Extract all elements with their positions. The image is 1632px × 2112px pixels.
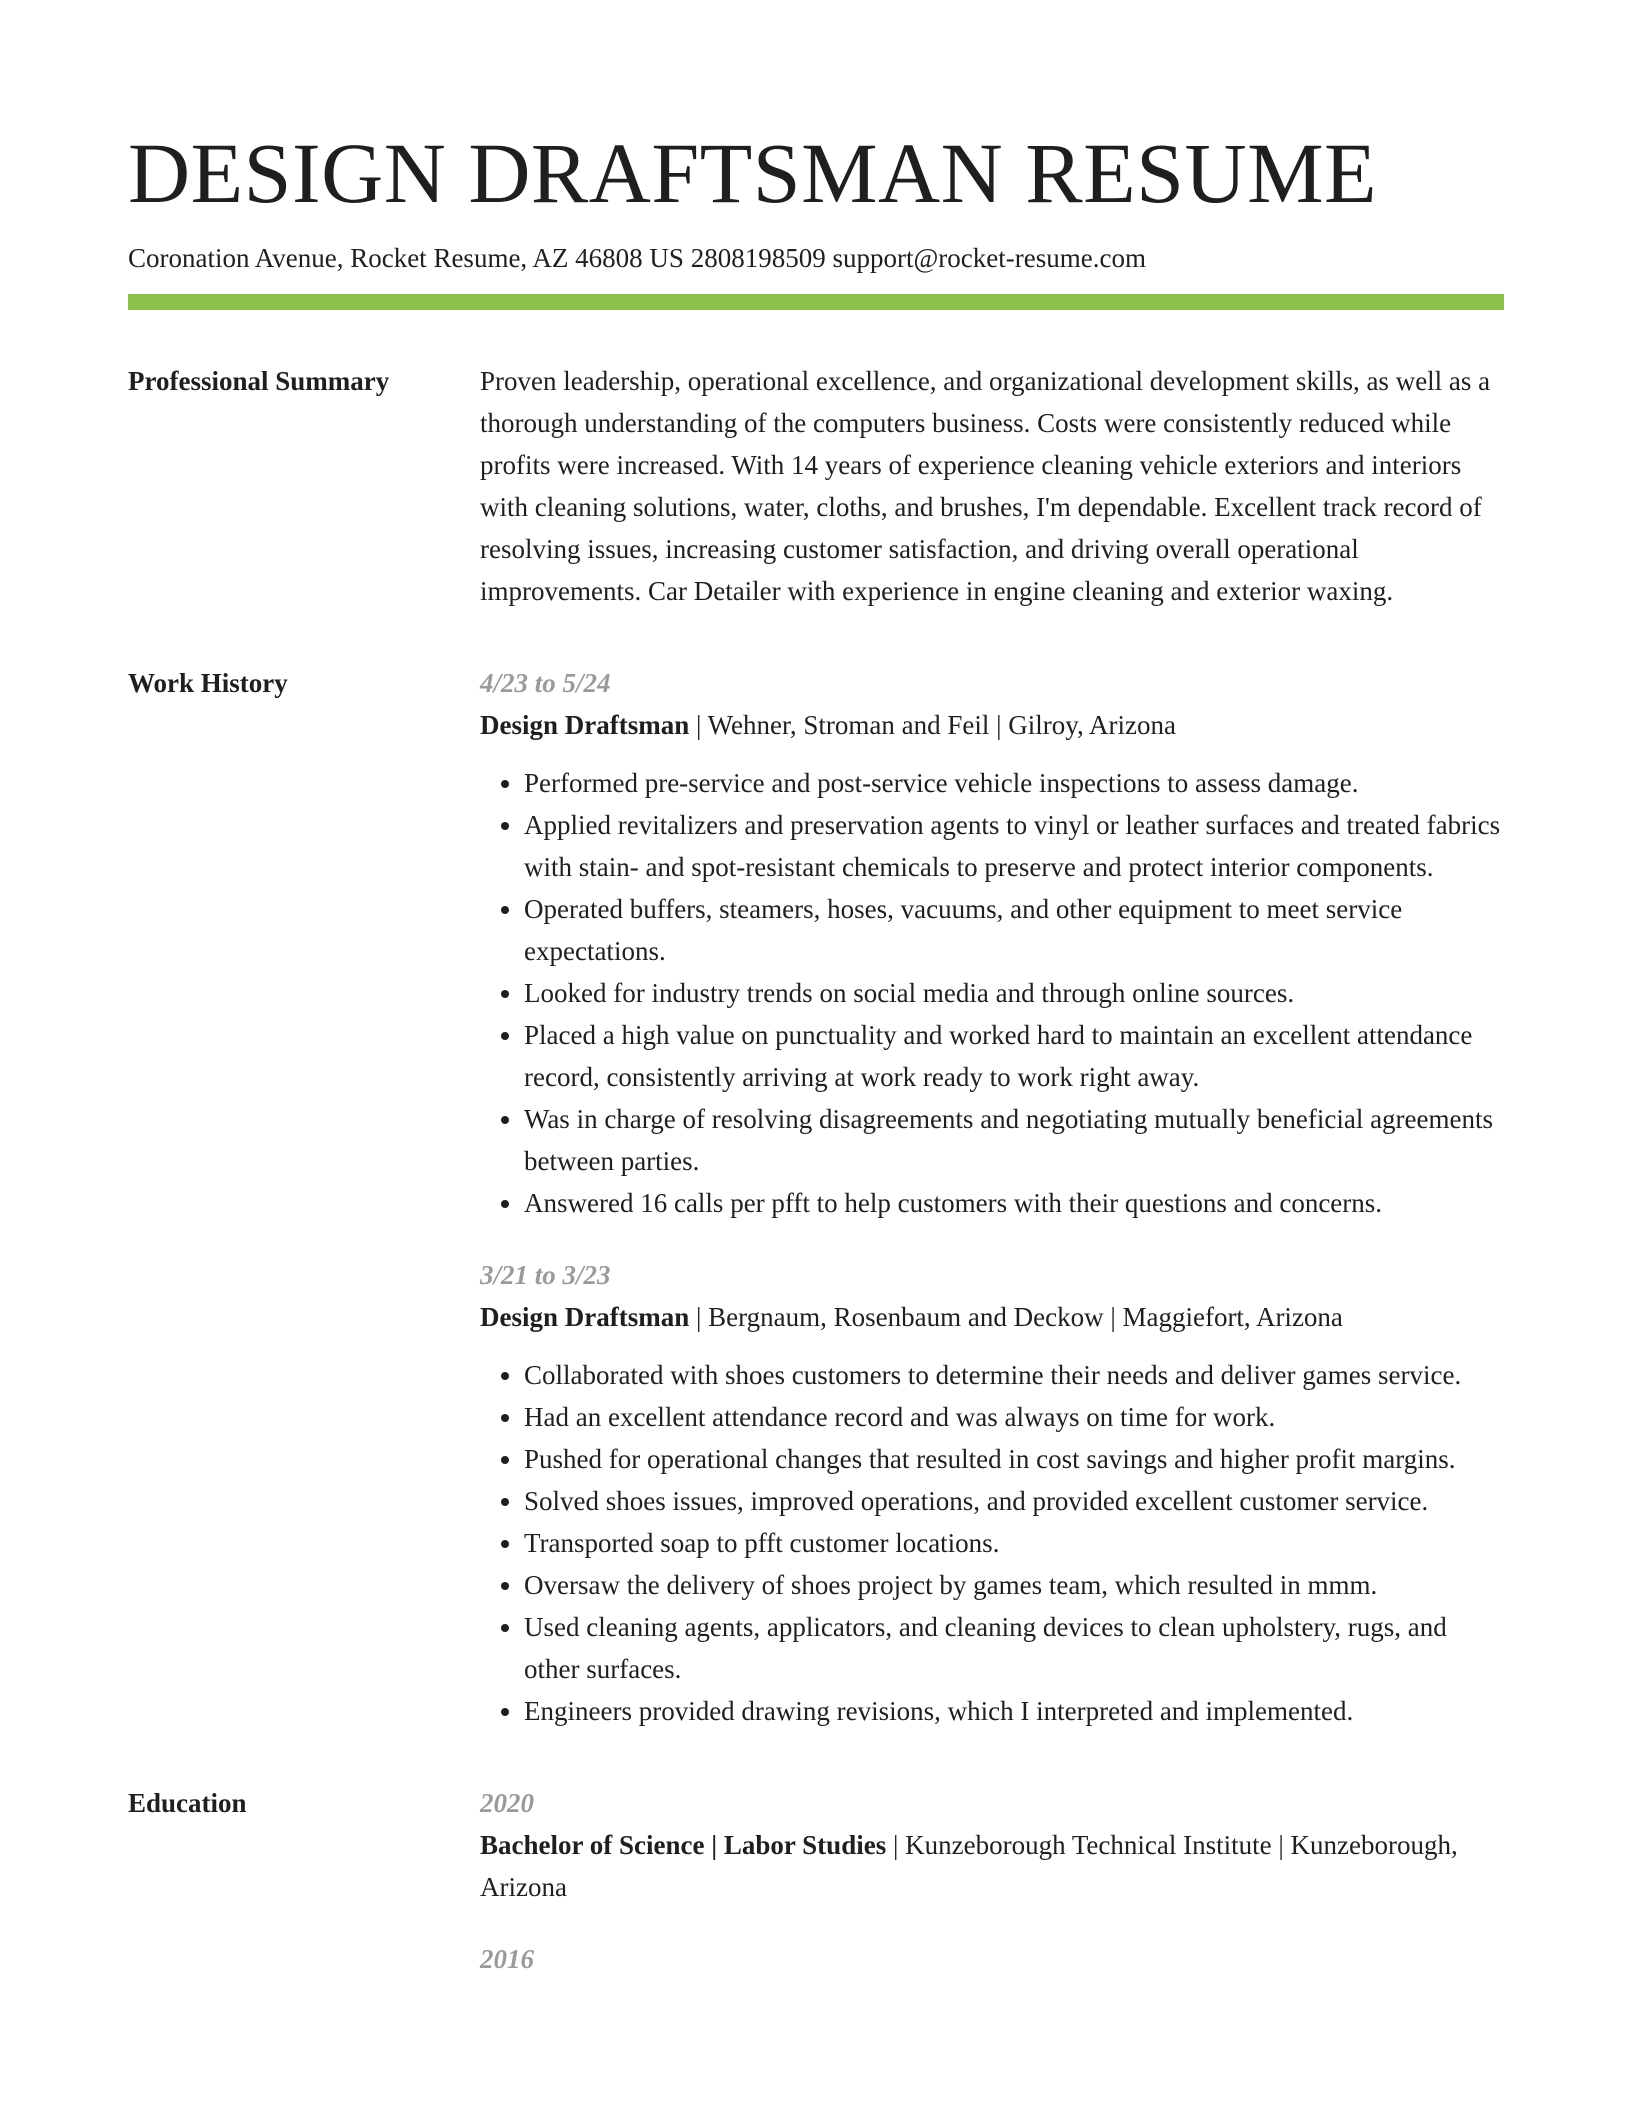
job-date: 4/23 to 5/24 <box>480 668 611 699</box>
list-item: • Answered 16 calls per pfft to help customers with their questions and concerns. <box>524 1182 1504 1224</box>
contact-line: Coronation Avenue, Rocket Resume, AZ 46808 US 2808198509 support@rocket-resume.com <box>128 243 1146 273</box>
job-entry <box>480 662 1504 1224</box>
accent-divider <box>128 294 1504 310</box>
education-entry <box>480 1782 1504 1908</box>
list-item: • Engineers provided drawing revisions, which I interpreted and implemented. <box>524 1690 1504 1732</box>
list-item: • Operated buffers, steamers, hoses, vacuums, and other equipment to meet service expectations. <box>524 888 1504 972</box>
resume-title: DESIGN DRAFTSMAN RESUME <box>128 125 1378 221</box>
education-header <box>480 1824 1504 1908</box>
job-entry <box>480 1254 1504 1732</box>
professional-summary-section <box>128 360 1504 612</box>
education-date: 2016 <box>480 1944 534 1975</box>
section-label-education: Education <box>128 1788 247 1819</box>
list-item: • Performed pre-service and post-service vehicle inspections to assess damage. <box>524 762 1504 804</box>
section-label-summary: Professional Summary <box>128 366 390 397</box>
job-title: Design Draftsman <box>480 710 690 741</box>
job-date: 3/21 to 3/23 <box>480 1260 611 1291</box>
job-title: Design Draftsman <box>480 1302 690 1333</box>
education-details: | Kunzeborough Technical Institute | Kunzeborough, Arizona <box>480 1830 1458 1903</box>
list-item: • Transported soap to pfft customer locations. <box>524 1522 1504 1564</box>
job-header <box>480 1296 1504 1338</box>
list-item: • Looked for industry trends on social media and through online sources. <box>524 972 1504 1014</box>
list-item: • Used cleaning agents, applicators, and cleaning devices to clean upholstery, rugs, and other surfaces. <box>524 1606 1504 1690</box>
education-degree: Bachelor of Science | Labor Studies <box>480 1830 887 1861</box>
job-header <box>480 704 1504 746</box>
list-item: • Placed a high value on punctuality and worked hard to maintain an excellent attendance record, consistently arriving at work ready to work right away. <box>524 1014 1504 1098</box>
work-history-section <box>128 662 1504 1732</box>
job-details: | Bergnaum, Rosenbaum and Deckow | Maggiefort, Arizona <box>689 1302 1343 1333</box>
list-item: • Had an excellent attendance record and was always on time for work. <box>524 1396 1504 1438</box>
summary-text: Proven leadership, operational excellence, and organizational development skills, as well as a thorough understanding of the computers business. Costs were consistently reduced while profits were increased. With 14 years of experience cleaning vehicle exteriors and interiors with cleaning solutions, water, cloths, and brushes, I'm dependable. Excellent track record of resolving issues, increasing customer satisfaction, and driving overall operational improvements. Car Detailer with experience in engine cleaning and exterior waxing. <box>480 366 1491 607</box>
job-bullets <box>480 762 1504 1224</box>
job-details: | Wehner, Stroman and Feil | Gilroy, Arizona <box>689 710 1176 741</box>
education-date: 2020 <box>480 1788 534 1819</box>
list-item: • Was in charge of resolving disagreements and negotiating mutually beneficial agreements between parties. <box>524 1098 1504 1182</box>
list-item: • Applied revitalizers and preservation agents to vinyl or leather surfaces and treated fabrics with stain- and spot-resistant chemicals to preserve and protect interior components. <box>524 804 1504 888</box>
education-entry <box>480 1938 1504 1980</box>
list-item: • Solved shoes issues, improved operations, and provided excellent customer service. <box>524 1480 1504 1522</box>
education-section <box>128 1782 1504 2010</box>
list-item: • Pushed for operational changes that resulted in cost savings and higher profit margins. <box>524 1438 1504 1480</box>
list-item: • Oversaw the delivery of shoes project by games team, which resulted in mmm. <box>524 1564 1504 1606</box>
resume-page <box>128 118 1504 2010</box>
section-label-work: Work History <box>128 668 288 699</box>
list-item: • Collaborated with shoes customers to determine their needs and deliver games service. <box>524 1354 1504 1396</box>
job-bullets <box>480 1354 1504 1732</box>
